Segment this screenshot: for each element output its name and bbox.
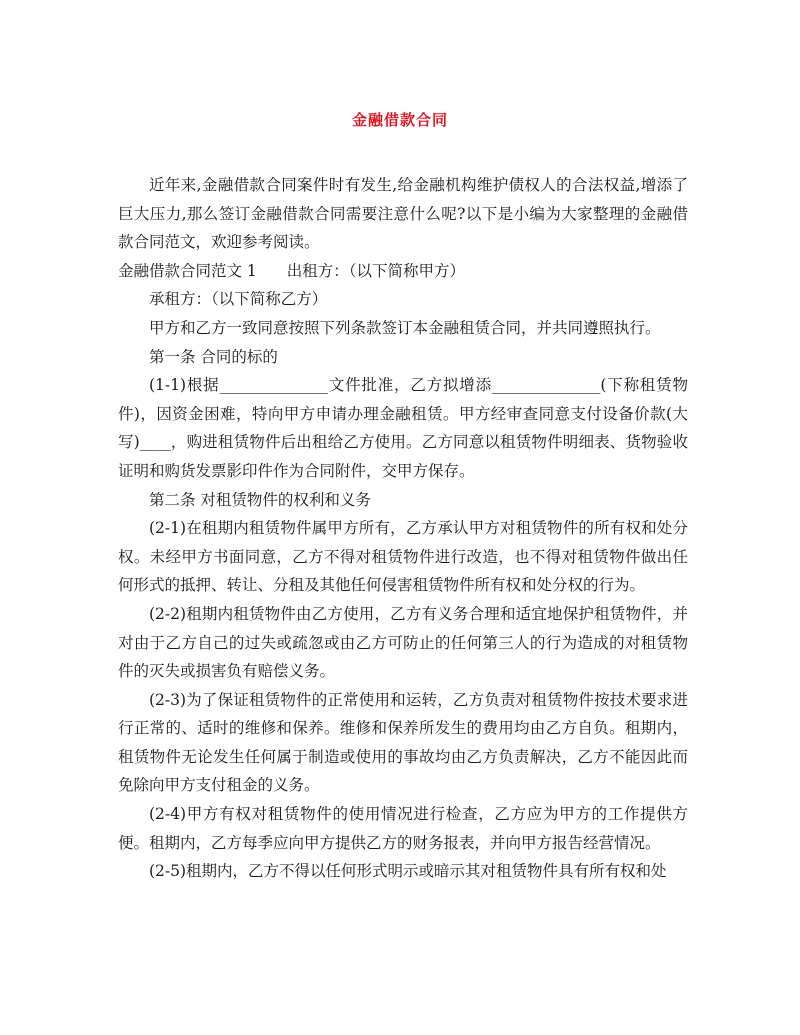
sample-heading: 金融借款合同范文 1 xyxy=(118,261,257,280)
intro-paragraph: 近年来,金融借款合同案件时有发生,给金融机构维护债权人的合法权益,增添了巨大压力,那么签订金融借款合同需要注意什么呢?以下是小编为大家整理的金融借款合同范文，欢迎参考阅读。 xyxy=(118,176,688,252)
sample-heading-line xyxy=(118,257,688,286)
article-1-title: 第一条 合同的标的 xyxy=(149,347,278,366)
article-2-title: 第二条 对租赁物件的权利和义务 xyxy=(149,490,371,509)
clause-2-2: (2-2)租期内租赁物件由乙方使用，乙方有义务合理和适宜地保护租赁物件，并对由于乙方自己的过失或疏忽或由乙方可防止的任何第三人的行为造成的对租赁物件的灭失或损害负有赔偿义务。 xyxy=(118,604,688,681)
agreement-paragraph: 甲方和乙方一致同意按照下列条款签订本金融租赁合同，并共同遵照执行。 xyxy=(149,318,661,337)
lessor-line: 出租方：（以下简称甲方） xyxy=(286,261,466,280)
document-title: 金融借款合同 xyxy=(351,111,448,129)
clause-2-3: (2-3)为了保证租赁物件的正常使用和运转，乙方负责对租赁物件按技术要求进行正常的、适时的维修和保养。维修和保养所发生的费用均由乙方自负。租期内，租赁物件无论发生任何属于制造或使用的事故均由乙方负责解决，乙方不能因此而免除向甲方支付租金的义务。 xyxy=(118,690,688,795)
clause-1-1: (1-1)根据______________文件批准，乙方拟增添______________(下称租赁物件)，因资金困难，特向甲方申请办理金融租赁。甲方经审查同意支付设备价款(大写)____，购进租赁物件后出租给乙方使用。乙方同意以租赁物件明细表、货物验收证明和购货发票影印件作为合同附件，交甲方保存。 xyxy=(118,376,688,480)
clause-2-5: (2-5)租期内，乙方不得以任何形式明示或暗示其对租赁物件具有所有权和处 xyxy=(149,862,667,881)
document-body xyxy=(118,171,688,886)
lessee-line: 承租方：（以下简称乙方） xyxy=(149,290,328,309)
clause-2-4: (2-4)甲方有权对租赁物件的使用情况进行检查，乙方应为甲方的工作提供方便。租期内，乙方每季应向甲方提供乙方的财务报表，并向甲方报告经营情况。 xyxy=(118,805,688,852)
clause-2-1: (2-1)在租期内租赁物件属甲方所有，乙方承认甲方对租赁物件的所有权和处分权。未经甲方书面同意，乙方不得对租赁物件进行改造，也不得对租赁物件做出任何形式的抵押、转让、分租及其他任何侵害租赁物件所有权和处分权的行为。 xyxy=(118,519,688,595)
